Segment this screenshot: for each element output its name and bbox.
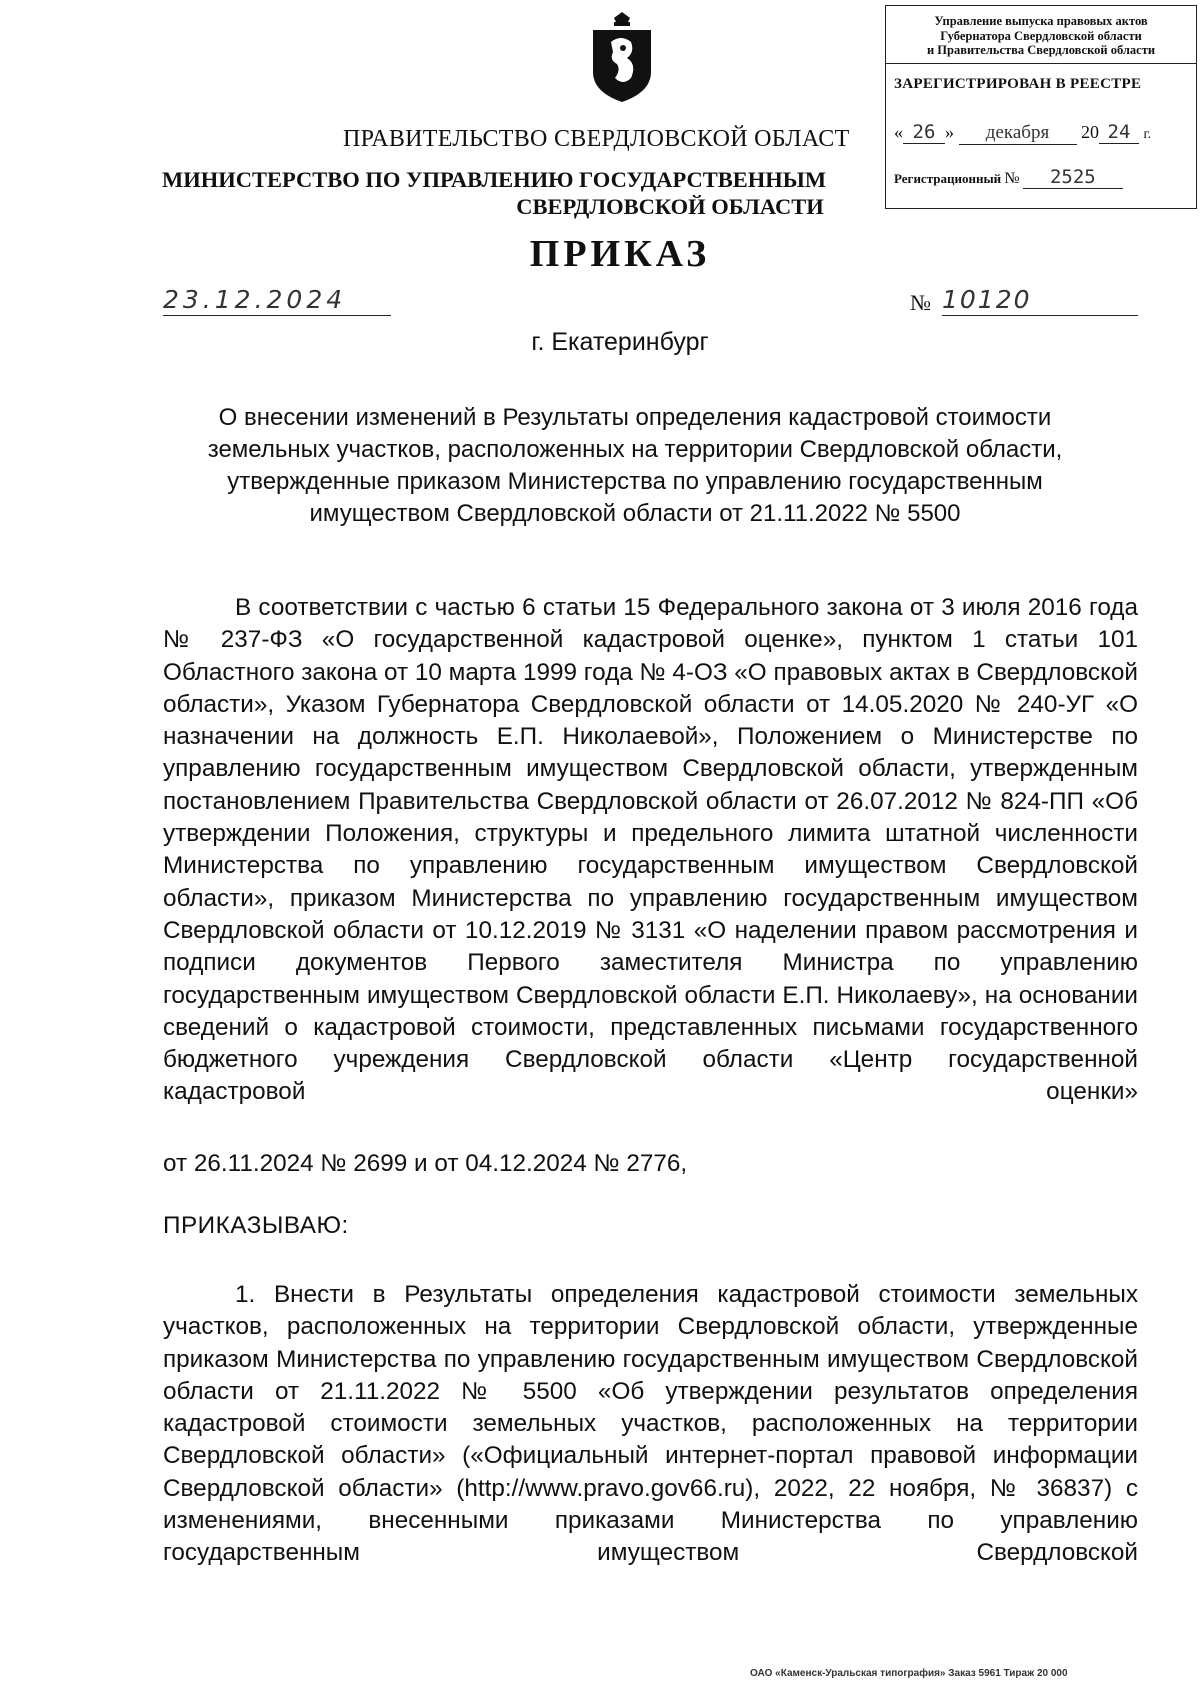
stamp-header-line: Управление выпуска правовых актов	[934, 14, 1148, 28]
stamp-year-prefix: 20	[1081, 122, 1099, 142]
stamp-header	[886, 6, 1196, 64]
order-number: 10120	[942, 285, 1138, 316]
order-date: 23.12.2024	[163, 285, 391, 316]
order-number-label: №	[910, 290, 931, 315]
preamble-paragraph: В соответствии с частью 6 статьи 15 Федерального закона от 3 июля 2016 года № 237-ФЗ «О государственной кадастровой оценке», пунктом 1 статьи 101 Областного закона от 10 марта 1999 года № 4-ОЗ «О правовых актах в Свердловской области», Указом Губернатора Свердловской области от 14.05.2020 № 240-УГ «О назначении на должность Е.П. Николаевой», Положением о Министерстве по управлению государственным имуществом Свердловской области, утвержденным постановлением Правительства Свердловской области от 26.07.2012 № 824-ПП «Об утверждении Положения, структуры и предельного лимита штатной численности Министерства по управлению государственным имуществом Свердловской области», приказом Министерства по управлению государственным имуществом Свердловской области от 10.12.2019 № 3131 «О наделении правом рассмотрения и подписи документов Первого заместителя Министра по управлению государственным имуществом Свердловской области Е.П. Николаеву», на основании сведений о кадастровой стоимости, представленных письмами государственного бюджетного учреждения Свердловской области «Центр государственной кадастровой оценки»	[163, 594, 1138, 1106]
stamp-day: 26	[903, 121, 945, 144]
stamp-quote-open: «	[894, 122, 903, 142]
stamp-date	[894, 121, 1151, 145]
stamp-year-unit: г.	[1143, 127, 1152, 142]
preamble-paragraph-end: от 26.11.2024 № 2699 и от 04.12.2024 № 2776,	[163, 1150, 688, 1177]
coat-of-arms-icon	[587, 12, 657, 102]
document-type: ПРИКАЗ	[529, 233, 711, 275]
stamp-quote-close: »	[945, 122, 954, 142]
stamp-reg-number	[894, 166, 1123, 189]
stamp-header-line: Губернатора Свердловской области	[940, 28, 1142, 43]
stamp-number-value: 2525	[1023, 166, 1123, 189]
stamp-reg-label: Регистрационный	[894, 171, 1002, 186]
government-heading: ПРАВИТЕЛЬСТВО СВЕРДЛОВСКОЙ ОБЛАСТ	[343, 126, 850, 152]
stamp-registered-label: ЗАРЕГИСТРИРОВАН В РЕЕСТРЕ	[894, 76, 1142, 92]
stamp-no-sign: №	[1004, 170, 1020, 187]
stamp-month: декабря	[959, 122, 1077, 145]
stamp-year: 24	[1099, 121, 1139, 144]
order-keyword: ПРИКАЗЫВАЮ:	[163, 1212, 349, 1239]
clause-1-paragraph: 1. Внести в Результаты определения кадастровой стоимости земельных участков, расположенных на территории Свердловской области, утвержденные приказом Министерства по управлению государственным имуществом Свердловской области от 21.11.2022 № 5500 «Об утверждении результатов определения кадастровой стоимости земельных участков, расположенных на территории Свердловской области» («Официальный интернет-портал правовой информации Свердловской области» (http://www.pravo.gov66.ru), 2022, 22 ноября, № 36837) с изменениями, внесенными приказами Министерства по управлению государственным имуществом Свердловской	[163, 1281, 1138, 1567]
stamp-header-line: и Правительства Свердловской области	[926, 43, 1156, 57]
registration-stamp	[885, 5, 1197, 209]
printer-footer: ОАО «Каменск-Уральская типография» Заказ 5961 Тираж 20 000	[750, 1668, 1068, 1679]
document-title: О внесении изменений в Результаты определения кадастровой стоимости земельных участков, расположенных на территории Свердловской области, утвержденные приказом Министерства по управлению государственным имуществом Свердловской области от 21.11.2022 № 5500	[207, 404, 1063, 527]
city: г. Екатеринбург	[531, 328, 709, 356]
ministry-heading-line2: СВЕРДЛОВСКОЙ ОБЛАСТИ	[516, 194, 824, 219]
ministry-heading: МИНИСТЕРСТВО ПО УПРАВЛЕНИЮ ГОСУДАРСТВЕННЫМ	[162, 167, 827, 192]
